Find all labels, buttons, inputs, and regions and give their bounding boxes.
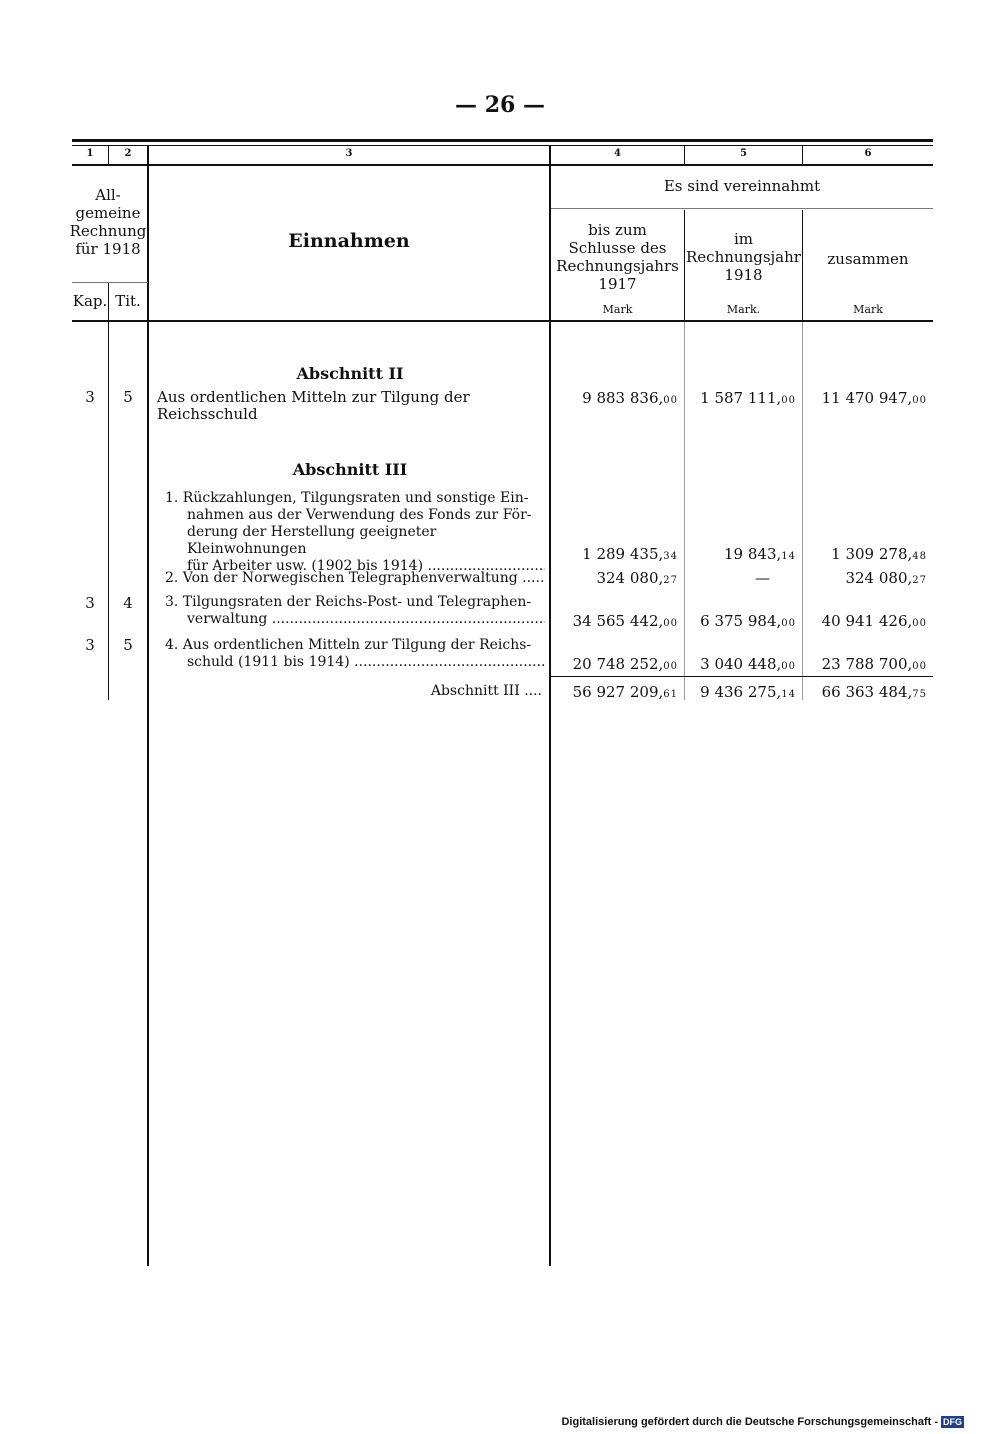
col-number-1: 1 bbox=[86, 148, 94, 159]
vrule-4-5-body bbox=[684, 322, 685, 700]
value-col5 bbox=[685, 389, 796, 407]
value-col4 bbox=[551, 389, 678, 407]
value-int: 6 375 984, bbox=[700, 612, 782, 630]
value-dec: 34 bbox=[663, 551, 678, 562]
total-col4 bbox=[551, 683, 678, 701]
top-rule-thin bbox=[72, 145, 933, 146]
kap-value: 3 bbox=[85, 594, 95, 612]
header-bottom-rule bbox=[72, 320, 933, 322]
row-text-line: nahmen aus der Verwendung des Fonds zur För- bbox=[187, 507, 532, 523]
value-int: 1 587 111, bbox=[700, 389, 782, 407]
header-col4-line: Rechnungsjahrs bbox=[556, 257, 679, 275]
col-number-6: 6 bbox=[864, 148, 872, 159]
total-rule bbox=[551, 676, 933, 677]
row-description bbox=[165, 490, 545, 575]
header-col6: zusammen bbox=[827, 250, 909, 268]
value-int: — bbox=[755, 569, 770, 587]
row-text-line: für Arbeiter usw. (1902 bis 1914) ..... bbox=[187, 558, 545, 574]
digitization-footer bbox=[561, 1416, 964, 1428]
value-int: 3 040 448, bbox=[700, 655, 782, 673]
value-dec: 14 bbox=[781, 689, 796, 700]
value-int: 324 080, bbox=[596, 569, 664, 587]
header-kap: Kap. bbox=[72, 292, 108, 310]
value-dec: 27 bbox=[912, 575, 927, 586]
section-title-abschnitt-3: Abschnitt III bbox=[292, 460, 408, 479]
value-dec: 00 bbox=[663, 661, 678, 672]
top-rule bbox=[72, 139, 933, 142]
value-col6 bbox=[803, 389, 927, 407]
value-dec: 00 bbox=[663, 395, 678, 406]
dfg-logo: DFG bbox=[943, 1417, 962, 1427]
header-vereinnahmt: Es sind vereinnahmt bbox=[663, 177, 821, 195]
value-col6 bbox=[803, 612, 927, 630]
tit-value: 4 bbox=[123, 594, 133, 612]
header-allgemeine-line: gemeine bbox=[75, 204, 141, 222]
vrule-desc-left bbox=[147, 146, 149, 1266]
value-col5 bbox=[685, 569, 770, 587]
value-col6 bbox=[803, 655, 927, 673]
value-dec: 14 bbox=[781, 551, 796, 562]
header-col4-line: bis zum bbox=[588, 221, 647, 239]
header-allgemeine-rechnung bbox=[66, 186, 150, 258]
header-col4-line: 1917 bbox=[598, 275, 637, 293]
value-col6 bbox=[803, 569, 927, 587]
value-int: 19 843, bbox=[724, 545, 782, 563]
header-allgemeine-line: für 1918 bbox=[75, 240, 141, 258]
row-description bbox=[165, 594, 545, 628]
header-col5-line: im bbox=[733, 230, 754, 248]
value-int: 1 309 278, bbox=[831, 545, 913, 563]
col-number-2: 2 bbox=[124, 148, 132, 159]
vereinnahmt-rule bbox=[551, 208, 933, 209]
column-number-rule bbox=[72, 164, 933, 166]
unit-col4: Mark bbox=[602, 303, 633, 316]
page-number: — 26 — bbox=[455, 92, 545, 118]
footer-text: Digitalisierung gefördert durch die Deutsche Forschungsgemeinschaft - bbox=[561, 1416, 938, 1428]
row-description bbox=[165, 570, 545, 587]
value-col4 bbox=[551, 655, 678, 673]
section-title-abschnitt-2: Abschnitt II bbox=[296, 364, 404, 383]
value-dec: 00 bbox=[912, 661, 927, 672]
value-dec: 00 bbox=[663, 618, 678, 629]
header-col5-line: Rechnungsjahr bbox=[686, 248, 801, 266]
row-text-line: 1. Rückzahlungen, Tilgungsraten und sonstige Ein- bbox=[165, 490, 529, 506]
header-einnahmen: Einnahmen bbox=[288, 230, 410, 252]
value-col5 bbox=[685, 545, 796, 563]
header-allgemeine-line: Rechnung bbox=[69, 222, 147, 240]
header-col4-line: Schlusse des bbox=[568, 239, 667, 257]
value-int: 324 080, bbox=[845, 569, 913, 587]
unit-col6: Mark bbox=[853, 303, 883, 316]
value-int: 20 748 252, bbox=[572, 655, 664, 673]
value-col5 bbox=[685, 655, 796, 673]
tit-value: 5 bbox=[123, 388, 133, 406]
value-int: 23 788 700, bbox=[821, 655, 913, 673]
value-col5 bbox=[685, 612, 796, 630]
value-col4 bbox=[551, 612, 678, 630]
row-text-line: derung der Herstellung geeigneter Kleinwohnungen bbox=[187, 524, 437, 557]
value-int: 9 883 836, bbox=[582, 389, 664, 407]
row-text-line: 2. Von der Norwegischen Telegraphenverwaltung ..... bbox=[165, 570, 545, 586]
header-col4 bbox=[551, 221, 684, 293]
row-text-line: 3. Tilgungsraten der Reichs-Post- und Telegraphen- bbox=[165, 594, 532, 610]
value-col6 bbox=[803, 545, 927, 563]
col-number-4: 4 bbox=[614, 148, 621, 159]
kap-value: 3 bbox=[85, 636, 95, 654]
col-number-5: 5 bbox=[740, 148, 747, 159]
col-number-3: 3 bbox=[345, 148, 353, 159]
value-int: 40 941 426, bbox=[821, 612, 913, 630]
total-label: Abschnitt III .... bbox=[430, 683, 542, 699]
row-text-line: schuld (1911 bis 1914) ..... bbox=[187, 654, 545, 670]
row-text-line: 4. Aus ordentlichen Mitteln zur Tilgung der Reichs- bbox=[165, 637, 532, 653]
value-int: 11 470 947, bbox=[821, 389, 913, 407]
value-int: 9 436 275, bbox=[700, 683, 782, 701]
value-int: 66 363 484, bbox=[821, 683, 913, 701]
value-dec: 48 bbox=[912, 551, 927, 562]
value-int: 34 565 442, bbox=[572, 612, 664, 630]
vrule-5-6-body bbox=[802, 322, 803, 700]
value-col4 bbox=[551, 545, 678, 563]
value-dec: 61 bbox=[663, 689, 678, 700]
value-col4 bbox=[551, 569, 678, 587]
header-col5-line: 1918 bbox=[724, 266, 763, 284]
unit-col5: Mark. bbox=[726, 303, 761, 316]
header-allgemeine-line: All- bbox=[95, 186, 121, 204]
value-dec: 00 bbox=[912, 618, 927, 629]
tit-value: 5 bbox=[123, 636, 133, 654]
value-dec: 00 bbox=[781, 661, 796, 672]
kap-value: 3 bbox=[85, 388, 95, 406]
row-description: Aus ordentlichen Mitteln zur Tilgung der Reichsschuld bbox=[157, 388, 470, 423]
value-dec: 00 bbox=[781, 395, 796, 406]
value-int: 56 927 209, bbox=[572, 683, 664, 701]
row-text-line: verwaltung ..... bbox=[187, 611, 545, 627]
value-dec: 75 bbox=[912, 689, 927, 700]
value-dec: 00 bbox=[912, 395, 927, 406]
header-col5 bbox=[685, 230, 802, 284]
value-int: 1 289 435, bbox=[582, 545, 664, 563]
header-tit: Tit. bbox=[115, 292, 141, 310]
total-col6 bbox=[803, 683, 927, 701]
value-dec: 00 bbox=[781, 618, 796, 629]
row-description bbox=[165, 637, 545, 671]
value-dec: 27 bbox=[663, 575, 678, 586]
kap-tit-rule bbox=[72, 282, 148, 283]
total-col5 bbox=[685, 683, 796, 701]
